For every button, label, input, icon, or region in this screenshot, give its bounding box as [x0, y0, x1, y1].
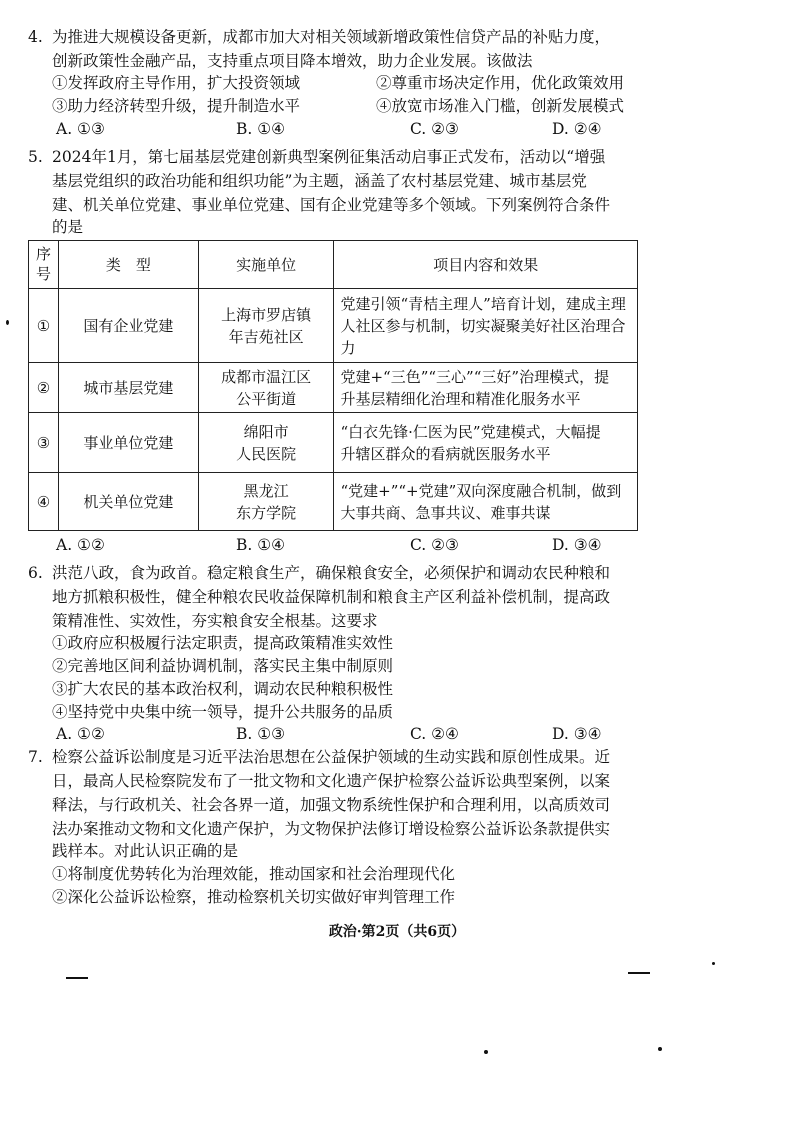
table-header-row — [29, 241, 638, 289]
option-a: A. ①② — [56, 536, 105, 554]
question-number: 5. — [28, 148, 43, 166]
statement: ④坚持党中央集中统一领导，提升公共服务的品质 — [52, 703, 394, 721]
question-text-line: 创新政策性金融产品，支持重点项目降本增效，助力企业发展。该做法 — [52, 52, 533, 70]
question-text-line: 日，最高人民检察院发布了一批文物和文化遗产保护检察公益诉讼典型案例，以案 — [52, 772, 611, 790]
question-number: 6. — [28, 564, 43, 582]
option-a: A. ①② — [56, 725, 105, 743]
question-text-line: 释法，与行政机关、社会各界一道，加强文物系统性保护和合理利用，以高质效司 — [52, 796, 611, 814]
statement: ①发挥政府主导作用，扩大投资领域 — [52, 74, 301, 92]
case-table — [28, 240, 638, 531]
row-content: 党建+“三色”“三心”“三好”治理模式，提 升基层精细化治理和精准化服务水平 — [334, 363, 638, 413]
question-text-line: 基层党组织的政治功能和组织功能”为主题，涵盖了农村基层党建、城市基层党 — [52, 172, 587, 190]
option-b: B. ①③ — [236, 725, 286, 743]
statement: ③助力经济转型升级，提升制造水平 — [52, 97, 301, 115]
option-d: D. ②④ — [552, 120, 602, 138]
question-number: 4. — [28, 28, 43, 46]
row-no: ④ — [29, 473, 59, 531]
table-row — [29, 413, 638, 473]
option-b: B. ①④ — [236, 536, 286, 554]
question-text-line: 策精准性、实效性，夯实粮食安全根基。这要求 — [52, 612, 378, 630]
question-text-line: 践样本。对此认识正确的是 — [52, 842, 239, 860]
row-type: 城市基层党建 — [58, 363, 198, 413]
row-unit: 上海市罗店镇 年吉苑社区 — [198, 289, 334, 363]
option-d: D. ③④ — [552, 536, 602, 554]
row-type: 事业单位党建 — [58, 413, 198, 473]
question-text-line: 洪范八政，食为政首。稳定粮食生产，确保粮食安全，必须保护和调动农民种粮和 — [52, 564, 611, 582]
statement: ①政府应积极履行法定职责，提高政策精准实效性 — [52, 634, 394, 652]
scan-dot — [484, 1050, 488, 1054]
row-unit: 成都市温江区 公平街道 — [198, 363, 334, 413]
row-unit: 黑龙江 东方学院 — [198, 473, 334, 531]
question-text-line: 为推进大规模设备更新，成都市加大对相关领域新增政策性信贷产品的补贴力度， — [52, 28, 611, 46]
table-row — [29, 363, 638, 413]
page-footer: 政治·第2页（共6页） — [328, 924, 466, 940]
row-unit: 绵阳市 人民医院 — [198, 413, 334, 473]
row-type: 机关单位党建 — [58, 473, 198, 531]
option-b: B. ①④ — [236, 120, 286, 138]
question-text-line: 法办案推动文物和文化遗产保护，为文物保护法修订增设检察公益诉讼条款提供实 — [52, 820, 611, 838]
scan-mark — [66, 977, 88, 979]
table-row — [29, 289, 638, 363]
table-row — [29, 473, 638, 531]
question-text-line: 检察公益诉讼制度是习近平法治思想在公益保护领域的生动实践和原创性成果。近 — [52, 748, 611, 766]
question-number: 7. — [28, 748, 43, 766]
row-content: “党建+”“+党建”双向深度融合机制，做到 大事共商、急事共议、难事共谋 — [334, 473, 638, 531]
option-c: C. ②④ — [410, 725, 459, 743]
question-text-line: 地方抓粮积极性，健全种粮农民收益保障机制和粮食主产区利益补偿机制，提高政 — [52, 588, 611, 606]
statement: ②深化公益诉讼检察，推动检察机关切实做好审判管理工作 — [52, 888, 456, 906]
question-text-line: 建、机关单位党建、事业单位党建、国有企业党建等多个领域。下列案例符合条件 — [52, 196, 611, 214]
scan-dot — [658, 1047, 662, 1051]
option-a: A. ①③ — [56, 120, 105, 138]
row-no: ① — [29, 289, 59, 363]
header-no: 序号 — [29, 241, 59, 289]
question-text-line: 的是 — [52, 218, 84, 236]
scan-dot — [6, 320, 9, 325]
row-content: 党建引领“青桔主理人”培育计划，建成主理 人社区参与机制，切实凝聚美好社区治理合力 — [334, 289, 638, 363]
header-type: 类 型 — [58, 241, 198, 289]
row-no: ③ — [29, 413, 59, 473]
statement: ③扩大农民的基本政治权利，调动农民种粮积极性 — [52, 680, 394, 698]
statement: ②尊重市场决定作用，优化政策效用 — [376, 74, 625, 92]
scan-mark — [628, 972, 650, 974]
option-c: C. ②③ — [410, 120, 459, 138]
scan-dot — [712, 962, 715, 965]
statement: ①将制度优势转化为治理效能，推动国家和社会治理现代化 — [52, 865, 456, 883]
statement: ④放宽市场准入门槛，创新发展模式 — [376, 97, 625, 115]
option-d: D. ③④ — [552, 725, 602, 743]
question-text-line: 2024年1月，第七届基层党建创新典型案例征集活动启事正式发布，活动以“增强 — [52, 148, 606, 166]
option-c: C. ②③ — [410, 536, 459, 554]
header-unit: 实施单位 — [198, 241, 334, 289]
row-content: “白衣先锋·仁医为民”党建模式，大幅提 升辖区群众的看病就医服务水平 — [334, 413, 638, 473]
header-content: 项目内容和效果 — [334, 241, 638, 289]
row-no: ② — [29, 363, 59, 413]
row-type: 国有企业党建 — [58, 289, 198, 363]
statement: ②完善地区间利益协调机制，落实民主集中制原则 — [52, 657, 394, 675]
